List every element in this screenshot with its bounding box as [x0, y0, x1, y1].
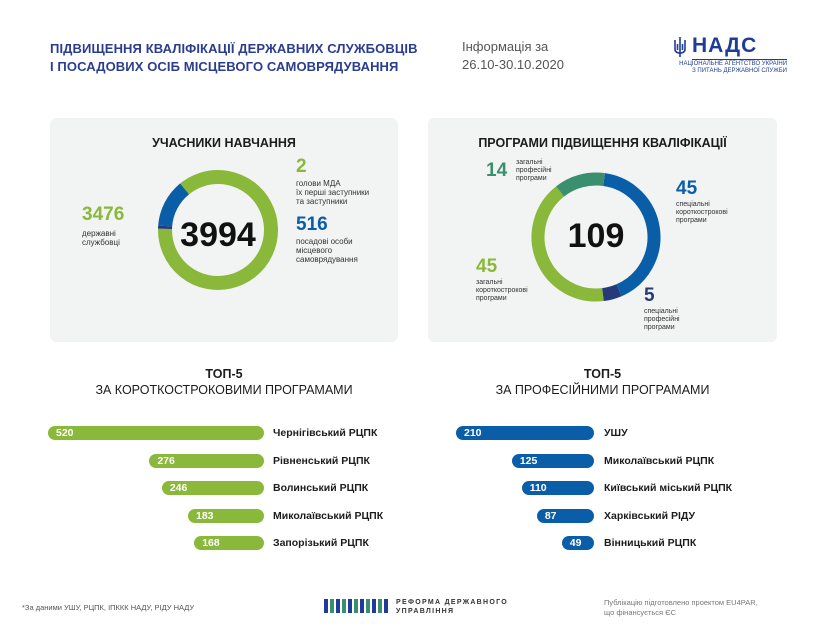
general-short-label-3: програми [476, 295, 507, 302]
local-officials-label-3: самоврядування [296, 255, 358, 264]
civil-servants-label-2: службовці [82, 238, 120, 247]
top-short-bar-label-1: Рівненський РЦПК [273, 454, 370, 467]
top-short-bar-value-1: 276 [157, 454, 175, 467]
reform-stripes-icon [324, 599, 390, 613]
eu-funding-line1: Публікацію підготовлено проектом EU4PAR, [604, 598, 758, 607]
special-professional-label-2: професійні [644, 316, 680, 323]
top-short-bar-value-2: 246 [169, 482, 188, 494]
top-prof-bar-value-1: 125 [519, 454, 538, 467]
logo-text: НАДС [692, 34, 758, 57]
top-prof-title [428, 366, 777, 398]
top-prof-bar-value-2: 110 [529, 482, 547, 494]
logo-subtitle [672, 61, 787, 75]
special-professional-count: 5 [644, 285, 655, 306]
top-prof-bar-2 [522, 481, 594, 495]
reform-text-line2: УПРАВЛІННЯ [396, 608, 455, 615]
nads-logo [672, 32, 787, 80]
top-short-bar-4 [194, 536, 264, 550]
page-title [50, 40, 418, 76]
general-short-label [476, 279, 528, 303]
general-short-label-2: короткострокові [476, 287, 528, 294]
top-prof-bar-0 [456, 426, 594, 440]
top-prof-bar-1 [512, 454, 594, 468]
top-short-bar-label-2: Волинський РЦПК [273, 482, 369, 494]
special-professional-label [644, 308, 680, 332]
period-label: Інформація за [462, 39, 549, 54]
general-short-count: 45 [476, 256, 498, 277]
programs-donut-segment-3 [560, 179, 604, 191]
top-prof-title-line2: ЗА ПРОФЕСІЙНИМИ ПРОГРАМАМИ [495, 383, 710, 397]
top-prof-bar-value-0: 210 [464, 427, 482, 439]
top-prof-bar-label-2: Київський міський РЦПК [604, 482, 733, 494]
reform-text [396, 598, 508, 616]
top-short-title [50, 366, 398, 398]
eu-funding-line2: що фінансується ЄС [604, 608, 677, 617]
top-short-bar-1 [149, 454, 264, 468]
top-prof-bar-label-1: Миколаївський РЦПК [604, 454, 715, 467]
top-short-title-line1: ТОП-5 [205, 367, 243, 381]
special-professional-label-1: спеціальні [644, 308, 678, 315]
top-prof-bar-value-3: 87 [544, 509, 557, 522]
heads-label-1: голови МДА [296, 179, 341, 188]
top-prof-bar-value-4: 49 [569, 537, 582, 549]
period-info [462, 38, 564, 74]
participants-title: УЧАСНИКИ НАВЧАННЯ [152, 136, 296, 150]
general-professional-label [516, 159, 552, 183]
top-short-bar-value-4: 168 [202, 537, 220, 549]
general-short-label-1: загальні [476, 279, 503, 286]
reform-text-line1: РЕФОРМА ДЕРЖАВНОГО [396, 599, 509, 606]
general-professional-label-2: професійні [516, 167, 552, 174]
top-short-bar-label-3: Миколаївський РЦПК [273, 509, 384, 522]
participants-card [50, 118, 398, 342]
top-short-title-line2: ЗА КОРОТКОСТРОКОВИМИ ПРОГРАМАМИ [95, 383, 353, 397]
top-short-bar-label-0: Чернігівський РЦПК [273, 427, 378, 439]
period-dates: 26.10-30.10.2020 [462, 57, 564, 72]
page-title-line2: І ПОСАДОВИХ ОСІБ МІСЦЕВОГО САМОВРЯДУВАННЯ [50, 59, 399, 74]
participants-total: 3994 [180, 216, 256, 254]
local-officials-label [296, 237, 358, 264]
local-officials-label-1: посадові особи [296, 237, 353, 246]
special-short-label-3: програми [676, 217, 707, 224]
top-short-bar-label-4: Запорізький РЦПК [273, 537, 369, 549]
heads-label-3: та заступники [296, 197, 348, 206]
civil-servants-label-1: державні [82, 229, 116, 238]
heads-label-2: їх перші заступники [296, 188, 370, 197]
top-short-bar-2 [162, 481, 264, 495]
local-officials-count: 516 [296, 214, 328, 235]
top-short-bar-3 [188, 509, 264, 523]
special-short-label-1: спеціальні [676, 201, 710, 208]
top-short-bar-value-0: 520 [56, 427, 74, 439]
civil-servants-label [82, 229, 120, 247]
special-professional-label-3: програми [644, 324, 675, 331]
logo-subtitle-line2: З ПИТАНЬ ДЕРЖАВНОЇ СЛУЖБИ [692, 68, 787, 74]
general-professional-label-3: програми [516, 175, 547, 182]
heads-count: 2 [296, 156, 307, 177]
top-prof-bar-3 [537, 509, 594, 523]
programs-title: ПРОГРАМИ ПІДВИЩЕННЯ КВАЛІФІКАЦІЇ [478, 136, 727, 150]
civil-servants-count: 3476 [82, 204, 125, 225]
programs-card [428, 118, 777, 342]
general-professional-count: 14 [486, 160, 508, 181]
top-prof-bar-label-4: Вінницький РЦПК [604, 537, 697, 549]
page-title-line1: ПІДВИЩЕННЯ КВАЛІФІКАЦІЇ ДЕРЖАВНИХ СЛУЖБОВЦІВ [50, 41, 418, 56]
top-prof-title-line1: ТОП-5 [583, 367, 622, 381]
special-short-label [676, 201, 728, 225]
footer-note: *За даними УШУ, РЦПК, ІПККК НАДУ, РІДУ НАДУ [22, 603, 195, 612]
logo-subtitle-line1: НАЦІОНАЛЬНЕ АГЕНТСТВО УКРАЇНИ [679, 61, 787, 67]
programs-donut-segment-1 [603, 290, 619, 294]
special-short-label-2: короткострокові [676, 209, 728, 216]
top-short-bar-value-3: 183 [195, 509, 214, 522]
eu-funding-note [604, 598, 758, 618]
local-officials-label-2: місцевого [296, 246, 333, 255]
logo-divider [692, 59, 787, 60]
trident-icon [672, 36, 688, 58]
top-short-bar-0 [48, 426, 264, 440]
programs-total: 109 [567, 217, 625, 255]
top-prof-bar-label-0: УШУ [604, 427, 628, 439]
general-professional-label-1: загальні [516, 159, 543, 166]
top-prof-bar-4 [562, 536, 594, 550]
heads-label [296, 179, 369, 206]
top-prof-bar-label-3: Харківський РІДУ [604, 509, 696, 522]
special-short-count: 45 [676, 178, 698, 199]
